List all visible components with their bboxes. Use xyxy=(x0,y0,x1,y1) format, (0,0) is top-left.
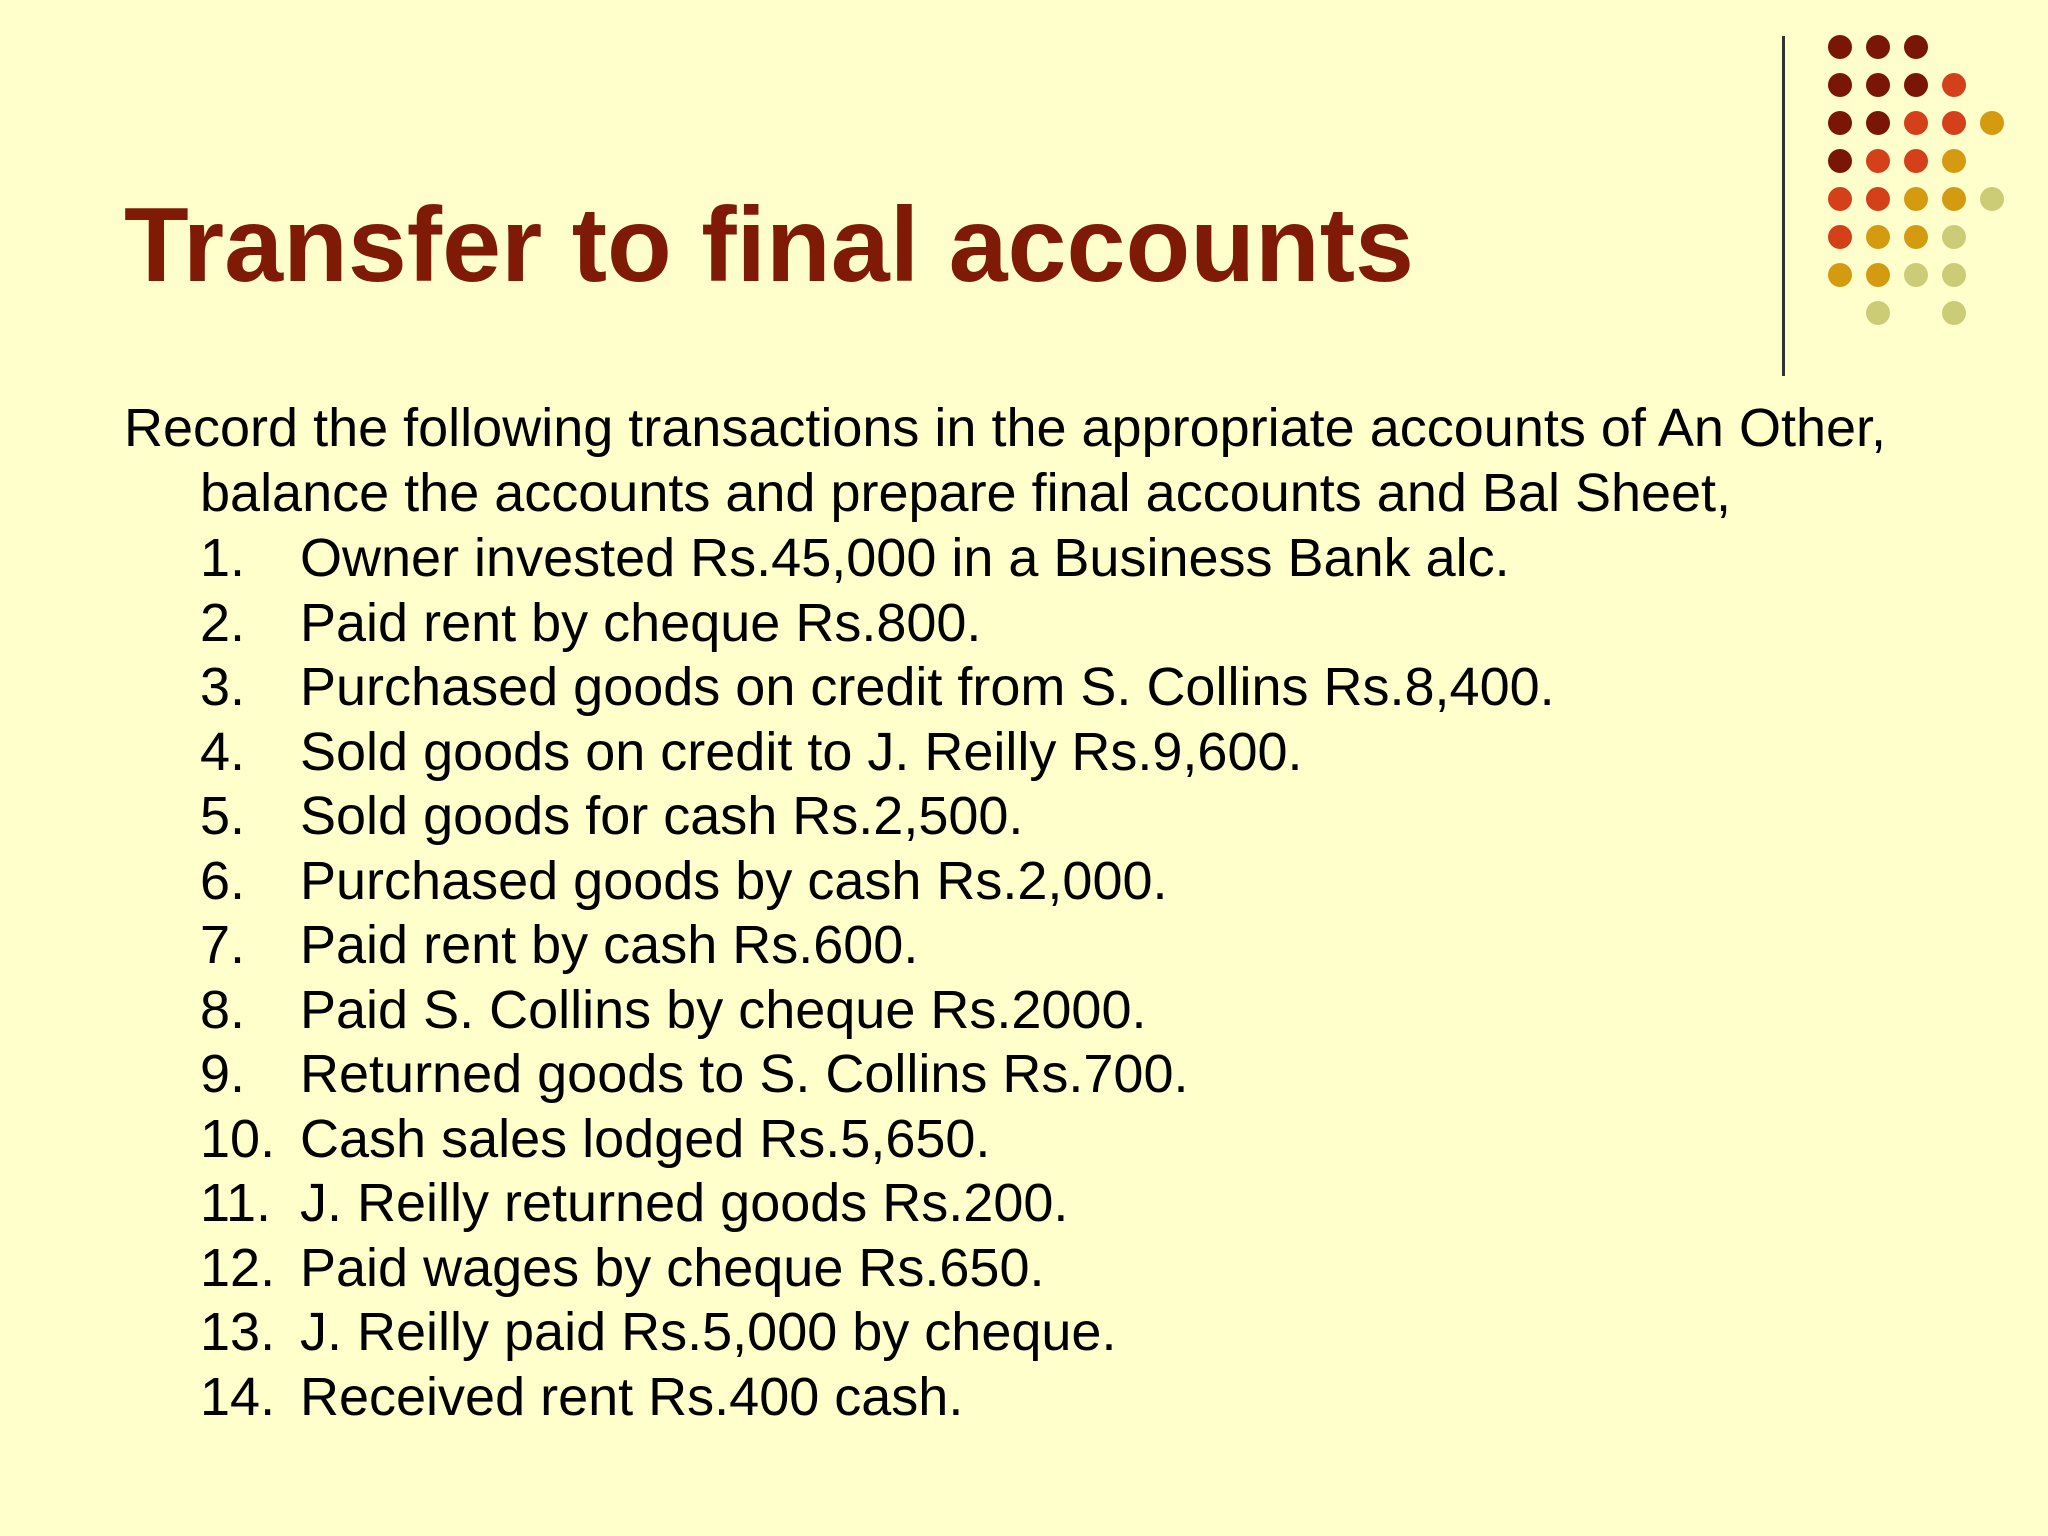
transaction-number: 13. xyxy=(200,1302,276,1362)
transaction-item xyxy=(200,655,2004,720)
decorative-dot xyxy=(1866,111,1890,135)
transaction-number: 10. xyxy=(200,1108,276,1169)
transaction-item xyxy=(200,526,2004,591)
transaction-number: 8. xyxy=(200,979,246,1040)
transaction-number: 14. xyxy=(200,1366,276,1427)
decorative-dot xyxy=(1904,35,1928,59)
transaction-item xyxy=(200,1042,2004,1107)
transaction-number: 12. xyxy=(200,1237,276,1298)
decorative-dot xyxy=(1828,149,1852,173)
intro-paragraph: Record the following transactions in the appropriate accounts of An Other, balance the accounts and prepare final accounts and Bal Sheet, xyxy=(124,398,1887,523)
decorative-dot xyxy=(1828,35,1852,59)
decorative-dot xyxy=(1866,35,1890,59)
transaction-number: 6. xyxy=(200,850,246,911)
transaction-item xyxy=(200,784,2004,849)
transaction-text: Purchased goods by cash Rs.2,000. xyxy=(300,850,1168,911)
transaction-number: 9. xyxy=(200,1044,246,1104)
decorative-dot xyxy=(1904,263,1928,287)
decorative-dot xyxy=(1942,263,1966,287)
decorative-dot xyxy=(1828,187,1852,211)
decorative-dot xyxy=(1980,111,2004,135)
decorative-dot xyxy=(1866,263,1890,287)
transaction-text: Owner invested Rs.45,000 in a Business Bank alc. xyxy=(300,528,1510,588)
transaction-number: 1. xyxy=(200,528,246,588)
decorative-dot xyxy=(1866,301,1890,325)
decorative-divider-line xyxy=(1782,36,1785,376)
transaction-item xyxy=(200,849,2004,914)
decorative-dot xyxy=(1866,225,1890,249)
transaction-text: J. Reilly paid Rs.5,000 by cheque. xyxy=(300,1302,1117,1362)
decorative-dot xyxy=(1866,73,1890,97)
transaction-text: Purchased goods on credit from S. Collins Rs.8,400. xyxy=(300,657,1555,717)
transaction-item xyxy=(200,978,2004,1043)
decorative-dot xyxy=(1942,111,1966,135)
decorative-dot xyxy=(1866,187,1890,211)
transaction-item xyxy=(200,1300,2004,1365)
transaction-number: 7. xyxy=(200,915,246,975)
transaction-item xyxy=(200,913,2004,978)
transaction-text: Sold goods for cash Rs.2,500. xyxy=(300,786,1024,846)
slide-title: Transfer to final accounts xyxy=(124,186,1414,304)
decorative-dot xyxy=(1904,73,1928,97)
decorative-dot xyxy=(1904,225,1928,249)
decorative-dot xyxy=(1828,225,1852,249)
transaction-item xyxy=(200,1365,2004,1430)
transaction-item xyxy=(200,1236,2004,1301)
transaction-item xyxy=(200,591,2004,656)
transaction-text: Paid S. Collins by cheque Rs.2000. xyxy=(300,979,1147,1040)
transaction-text: Paid rent by cheque Rs.800. xyxy=(300,592,982,653)
decorative-dot xyxy=(1828,111,1852,135)
transaction-text: Cash sales lodged Rs.5,650. xyxy=(300,1108,991,1169)
transaction-text: Returned goods to S. Collins Rs.700. xyxy=(300,1044,1189,1104)
decorative-dot xyxy=(1866,149,1890,173)
decorative-dot xyxy=(1942,73,1966,97)
transaction-text: Paid rent by cash Rs.600. xyxy=(300,915,919,975)
decorative-dot-pattern xyxy=(1810,28,2010,338)
transaction-number: 11. xyxy=(200,1173,272,1233)
transaction-number: 5. xyxy=(200,786,246,846)
transaction-list xyxy=(124,526,2004,1429)
slide-body xyxy=(124,396,2004,1429)
transaction-number: 2. xyxy=(200,592,246,653)
decorative-dot xyxy=(1904,111,1928,135)
transaction-number: 4. xyxy=(200,721,246,782)
decorative-dot xyxy=(1904,149,1928,173)
decorative-dot xyxy=(1904,187,1928,211)
decorative-dot xyxy=(1942,187,1966,211)
transaction-item xyxy=(200,1107,2004,1172)
decorative-dot xyxy=(1942,301,1966,325)
decorative-dot xyxy=(1980,187,2004,211)
decorative-dot xyxy=(1828,73,1852,97)
transaction-text: Received rent Rs.400 cash. xyxy=(300,1366,964,1427)
transaction-item xyxy=(200,1171,2004,1236)
transaction-text: J. Reilly returned goods Rs.200. xyxy=(300,1173,1069,1233)
transaction-item xyxy=(200,720,2004,785)
transaction-text: Paid wages by cheque Rs.650. xyxy=(300,1237,1045,1298)
transaction-number: 3. xyxy=(200,657,246,717)
decorative-dot xyxy=(1828,263,1852,287)
decorative-dot xyxy=(1942,225,1966,249)
decorative-dot xyxy=(1942,149,1966,173)
transaction-text: Sold goods on credit to J. Reilly Rs.9,600. xyxy=(300,721,1303,782)
